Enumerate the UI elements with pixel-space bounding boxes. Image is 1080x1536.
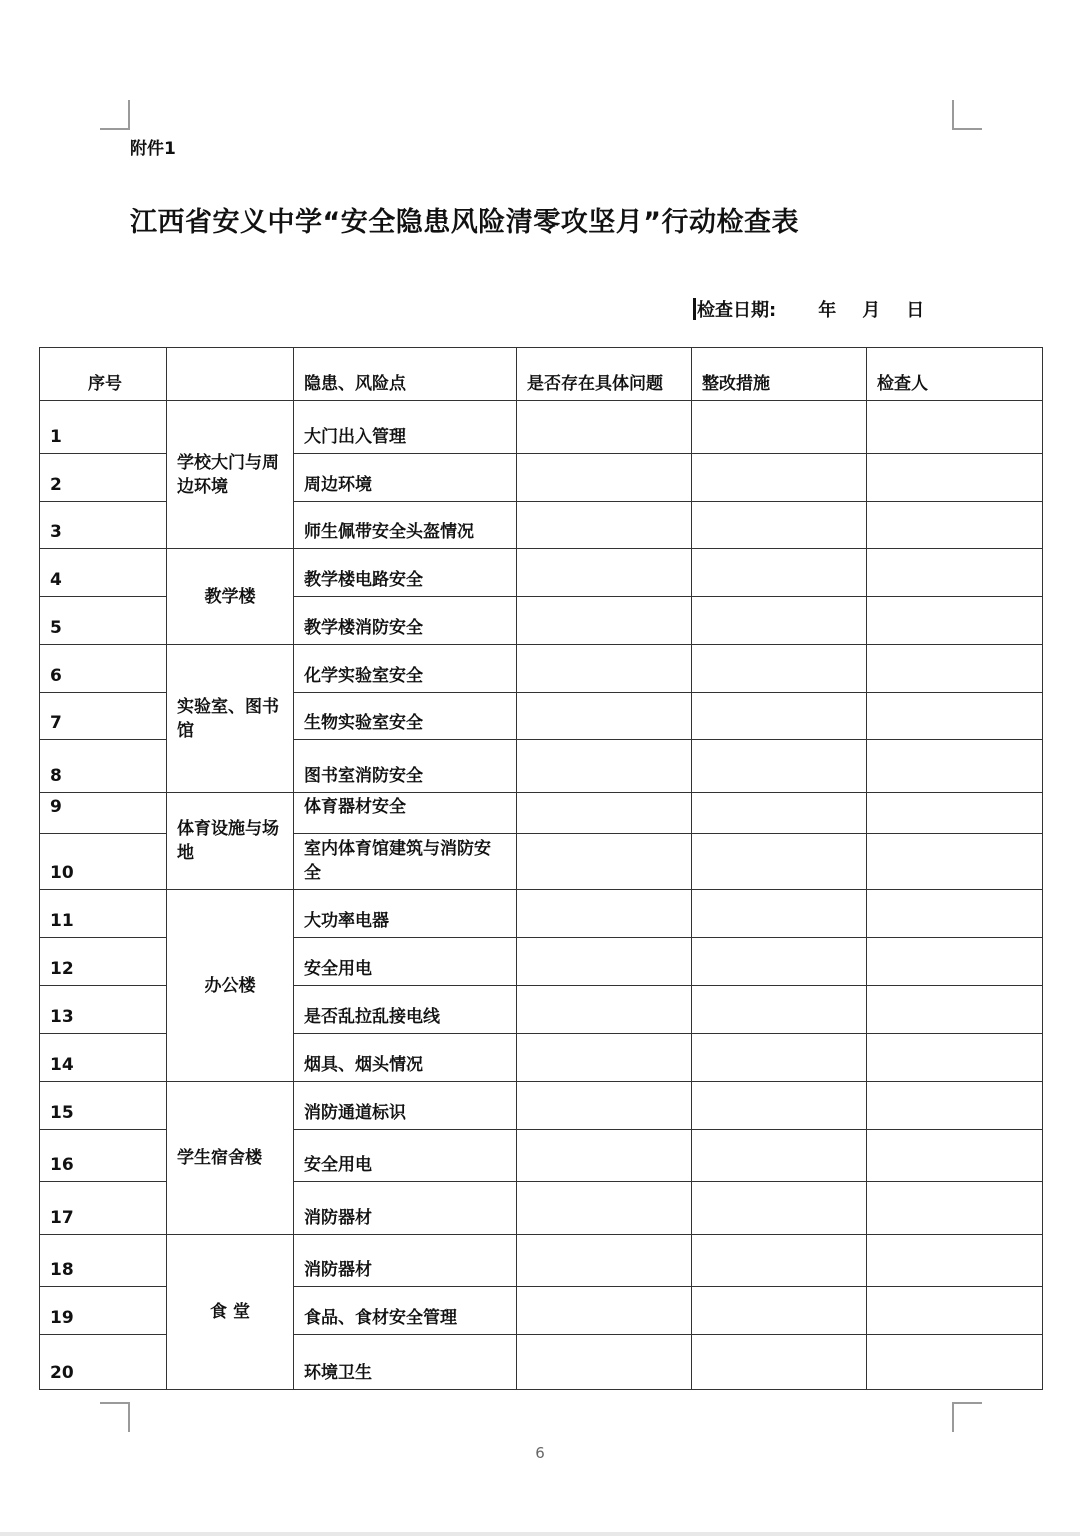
row-number: 1 [40, 401, 167, 454]
inspector-cell[interactable] [867, 645, 1043, 693]
table-row [40, 645, 1043, 693]
problem-cell[interactable] [517, 645, 692, 693]
measure-cell[interactable] [692, 1287, 867, 1335]
problem-cell[interactable] [517, 1235, 692, 1287]
problem-cell[interactable] [517, 938, 692, 986]
page-number: 6 [535, 1444, 545, 1462]
document-title: 江西省安义中学“安全隐患风险清零攻坚月”行动检查表 [130, 207, 799, 238]
inspector-cell[interactable] [867, 938, 1043, 986]
inspector-cell[interactable] [867, 693, 1043, 740]
hazard-item: 安全用电 [294, 938, 517, 986]
crop-mark-top-right [952, 100, 982, 130]
problem-cell[interactable] [517, 1130, 692, 1182]
inspector-cell[interactable] [867, 834, 1043, 890]
measure-cell[interactable] [692, 1082, 867, 1130]
measure-cell[interactable] [692, 454, 867, 502]
inspector-cell[interactable] [867, 597, 1043, 645]
hazard-item: 化学实验室安全 [294, 645, 517, 693]
inspector-cell[interactable] [867, 740, 1043, 793]
measure-cell[interactable] [692, 1182, 867, 1235]
area-cell: 学生宿舍楼 [167, 1082, 294, 1235]
row-number: 12 [40, 938, 167, 986]
inspector-cell[interactable] [867, 401, 1043, 454]
area-cell: 学校大门与周边环境 [167, 401, 294, 549]
table-row [40, 890, 1043, 938]
measure-cell[interactable] [692, 1130, 867, 1182]
problem-cell[interactable] [517, 1082, 692, 1130]
measure-cell[interactable] [692, 549, 867, 597]
hazard-item: 大功率电器 [294, 890, 517, 938]
crop-mark-bottom-right [952, 1402, 982, 1432]
crop-mark-bottom-left [100, 1402, 130, 1432]
table-row [40, 1235, 1043, 1287]
problem-cell[interactable] [517, 597, 692, 645]
header-number: 序号 [40, 348, 167, 401]
crop-mark-top-left [100, 100, 130, 130]
hazard-item: 是否乱拉乱接电线 [294, 986, 517, 1034]
row-number: 20 [40, 1335, 167, 1390]
row-number: 5 [40, 597, 167, 645]
header-hazard-point: 隐患、风险点 [294, 348, 517, 401]
problem-cell[interactable] [517, 454, 692, 502]
hazard-item: 教学楼消防安全 [294, 597, 517, 645]
hazard-item: 烟具、烟头情况 [294, 1034, 517, 1082]
row-number: 3 [40, 502, 167, 549]
measure-cell[interactable] [692, 502, 867, 549]
area-cell: 教学楼 [167, 549, 294, 645]
date-year: 年 [818, 300, 837, 321]
text-cursor [693, 298, 696, 320]
hazard-item: 食品、食材安全管理 [294, 1287, 517, 1335]
measure-cell[interactable] [692, 1034, 867, 1082]
measure-cell[interactable] [692, 740, 867, 793]
hazard-item: 师生佩带安全头盔情况 [294, 502, 517, 549]
problem-cell[interactable] [517, 1287, 692, 1335]
measure-cell[interactable] [692, 986, 867, 1034]
table-row [40, 401, 1043, 454]
row-number: 9 [40, 793, 167, 834]
area-cell: 体育设施与场地 [167, 793, 294, 890]
hazard-item: 生物实验室安全 [294, 693, 517, 740]
problem-cell[interactable] [517, 549, 692, 597]
measure-cell[interactable] [692, 693, 867, 740]
row-number: 7 [40, 693, 167, 740]
row-number: 8 [40, 740, 167, 793]
row-number: 13 [40, 986, 167, 1034]
measure-cell[interactable] [692, 645, 867, 693]
hazard-item: 安全用电 [294, 1130, 517, 1182]
table-row [40, 1082, 1043, 1130]
row-number: 19 [40, 1287, 167, 1335]
row-number: 17 [40, 1182, 167, 1235]
attachment-label: 附件1 [130, 139, 176, 159]
problem-cell[interactable] [517, 502, 692, 549]
table-row [40, 793, 1043, 834]
measure-cell[interactable] [692, 793, 867, 834]
hazard-item: 教学楼电路安全 [294, 549, 517, 597]
row-number: 10 [40, 834, 167, 890]
problem-cell[interactable] [517, 793, 692, 834]
table-row [40, 549, 1043, 597]
area-cell: 实验室、图书馆 [167, 645, 294, 793]
problem-cell[interactable] [517, 1034, 692, 1082]
measure-cell[interactable] [692, 597, 867, 645]
row-number: 14 [40, 1034, 167, 1082]
date-month: 月 [862, 300, 881, 321]
bottom-edge-strip [0, 1532, 1080, 1536]
inspector-cell[interactable] [867, 1287, 1043, 1335]
hazard-item: 周边环境 [294, 454, 517, 502]
inspector-cell[interactable] [867, 793, 1043, 834]
inspection-date-line [693, 296, 924, 322]
header-problem-exists: 是否存在具体问题 [517, 348, 692, 401]
problem-cell[interactable] [517, 740, 692, 793]
date-label: 检查日期: [697, 300, 777, 321]
inspector-cell[interactable] [867, 1235, 1043, 1287]
header-inspector: 检查人 [867, 348, 1043, 401]
date-day: 日 [906, 300, 925, 321]
measure-cell[interactable] [692, 890, 867, 938]
row-number: 2 [40, 454, 167, 502]
row-number: 18 [40, 1235, 167, 1287]
hazard-item: 消防器材 [294, 1235, 517, 1287]
header-rectification: 整改措施 [692, 348, 867, 401]
inspector-cell[interactable] [867, 454, 1043, 502]
problem-cell[interactable] [517, 401, 692, 454]
measure-cell[interactable] [692, 938, 867, 986]
inspector-cell[interactable] [867, 549, 1043, 597]
inspector-cell[interactable] [867, 502, 1043, 549]
measure-cell[interactable] [692, 1335, 867, 1390]
hazard-item: 图书室消防安全 [294, 740, 517, 793]
hazard-item: 室内体育馆建筑与消防安全 [294, 834, 517, 890]
row-number: 11 [40, 890, 167, 938]
problem-cell[interactable] [517, 1182, 692, 1235]
hazard-item: 消防器材 [294, 1182, 517, 1235]
inspection-table [39, 347, 1043, 1390]
area-cell: 食 堂 [167, 1235, 294, 1390]
hazard-item: 消防通道标识 [294, 1082, 517, 1130]
hazard-item: 环境卫生 [294, 1335, 517, 1390]
problem-cell[interactable] [517, 890, 692, 938]
area-cell: 办公楼 [167, 890, 294, 1082]
row-number: 15 [40, 1082, 167, 1130]
inspector-cell[interactable] [867, 1130, 1043, 1182]
problem-cell[interactable] [517, 693, 692, 740]
inspector-cell[interactable] [867, 1335, 1043, 1390]
header-area [167, 348, 294, 401]
inspector-cell[interactable] [867, 1182, 1043, 1235]
row-number: 6 [40, 645, 167, 693]
inspector-cell[interactable] [867, 1082, 1043, 1130]
problem-cell[interactable] [517, 1335, 692, 1390]
problem-cell[interactable] [517, 834, 692, 890]
measure-cell[interactable] [692, 1235, 867, 1287]
table-header-row [40, 348, 1043, 401]
problem-cell[interactable] [517, 986, 692, 1034]
measure-cell[interactable] [692, 834, 867, 890]
inspector-cell[interactable] [867, 890, 1043, 938]
inspector-cell[interactable] [867, 1034, 1043, 1082]
inspector-cell[interactable] [867, 986, 1043, 1034]
row-number: 16 [40, 1130, 167, 1182]
measure-cell[interactable] [692, 401, 867, 454]
hazard-item: 大门出入管理 [294, 401, 517, 454]
hazard-item: 体育器材安全 [294, 793, 517, 834]
row-number: 4 [40, 549, 167, 597]
